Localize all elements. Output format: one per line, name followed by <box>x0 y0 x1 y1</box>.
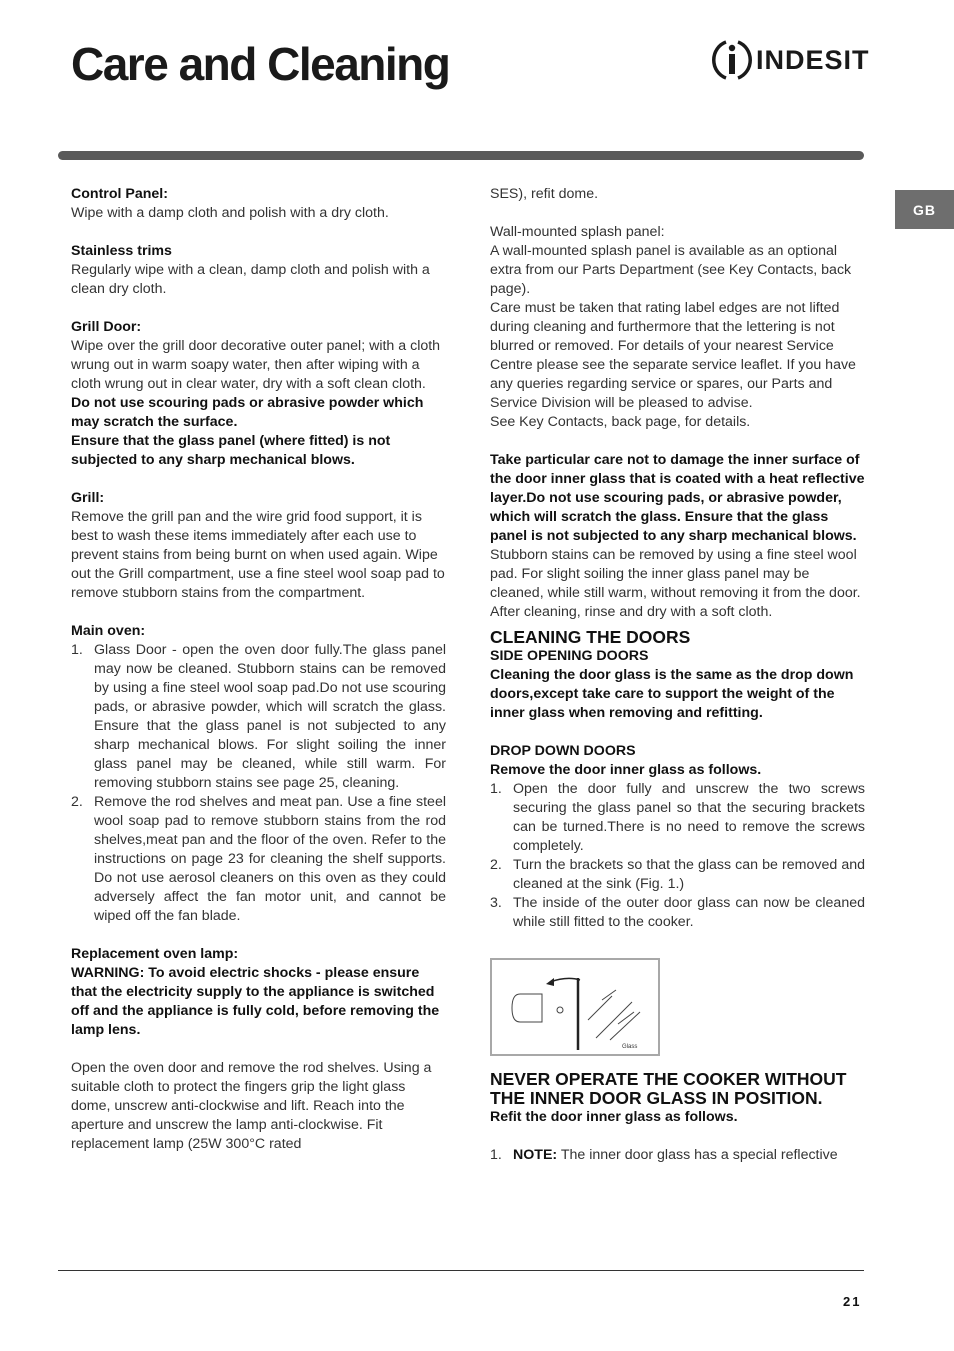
grill-heading: Grill: <box>71 490 105 506</box>
care-text: Care must be taken that rating label edges are not lifted during cleaning and furthermore that the lettering is not blurred or removed. For details of your nearest Service Centre please see the separate service leaflet. If you have any queries regarding service or spares, our Parts and Service Division will be pleased to advise. <box>490 300 856 411</box>
side-doors-text: Cleaning the door glass is the same as the drop down doors,except take care to support the weight of the inner glass when removing and refitting. <box>490 667 854 721</box>
main-oven-heading: Main oven: <box>71 623 146 639</box>
inner-glass-text: Stubborn stains can be removed by using a fine steel wool pad. For slight soiling the inner glass panel may be cleaned, while still warm, without removing it from the door. After cleaning, rinse and dry with a soft cloth. <box>490 547 861 620</box>
control-panel-heading: Control Panel: <box>71 186 168 202</box>
splash-heading: Wall-mounted splash panel: <box>490 224 665 240</box>
grill-door-warning-2: Ensure that the glass panel (where fitted) is not subjected to any sharp mechanical blows. <box>71 433 391 468</box>
stainless-text: Regularly wipe with a clean, damp cloth and polish with a clean dry cloth. <box>71 262 430 297</box>
grill-door-text: Wipe over the grill door decorative outer panel; with a cloth wrung out in warm soapy water, then after wiping with a cloth wrung out in clear water, dry with a soft clean cloth. <box>71 338 441 392</box>
list-item: 1. Glass Door - open the oven door fully.The glass panel may now be cleaned. Stubborn stains can be removed by using a fine steel wool soap pad.Do not use scouring pads, or abrasive powder, which will scratch the glass. Ensure that the glass panel is not subjected to any sharp mechanical blows. For slight soiling the inner glass panel may be cleaned, while still warm. For removing stubborn stains see page 25, cleaning. <box>71 642 446 791</box>
refit-subheading: Refit the door inner glass as follows. <box>490 1109 738 1125</box>
drop-doors-heading: DROP DOWN DOORS <box>490 743 636 759</box>
page-title: Care and Cleaning <box>71 38 450 90</box>
list-item: 2. Remove the rod shelves and meat pan. Use a fine steel wool soap pad to remove stubborn stains from the rod shelves,meat pan and the floor of the oven. Refer to the instructions on page 23 for cleaning the shelf supports. Do not use aerosol cleaners on this oven as they could adversely affect the fan motor unit, and cannot be wiped off the fan blade. <box>71 794 446 924</box>
lamp-heading: Replacement oven lamp: <box>71 946 239 962</box>
lamp-text: Open the oven door and remove the rod shelves. Using a suitable cloth to protect the fingers grip the light glass dome, unscrew anti-clockwise and lift. Reach into the aperture and unscrew the lamp anti-clockwise. Fit replacement lamp (25W 300°C rated <box>71 1060 432 1152</box>
drop-doors-subheading: Remove the door inner glass as follows. <box>490 762 762 778</box>
lamp-text-continued: SES), refit dome. <box>490 186 599 202</box>
side-doors-heading: SIDE OPENING DOORS <box>490 648 649 664</box>
list-item: 2. Turn the brackets so that the glass can be removed and cleaned at the sink (Fig. 1.) <box>490 857 865 892</box>
inner-glass-warning: Take particular care not to damage the inner surface of the door inner glass that is coated with a heat reflective layer.Do not use scouring pads, or abrasive powder, which will scratch the glass. Ensure that the glass panel is not subjected to any sharp mechanical blows. <box>490 452 865 544</box>
left-column <box>71 185 446 1154</box>
brand-logo <box>712 38 870 82</box>
brand-name: INDESIT <box>756 44 870 75</box>
header-divider <box>58 151 864 160</box>
door-glass-figure <box>490 958 660 1056</box>
page-number: 21 <box>843 1294 862 1309</box>
right-column <box>490 185 865 1165</box>
cleaning-doors-heading: CLEANING THE DOORS <box>490 627 691 647</box>
figure-label: Glass <box>622 1044 638 1050</box>
drop-doors-list <box>490 780 865 932</box>
control-panel-text: Wipe with a damp cloth and polish with a dry cloth. <box>71 205 389 221</box>
stainless-heading: Stainless trims <box>71 243 172 259</box>
list-item: 3. The inside of the outer door glass can now be cleaned while still fitted to the cooker. <box>490 895 865 930</box>
never-operate-heading: NEVER OPERATE THE COOKER WITHOUT THE INNER DOOR GLASS IN POSITION. <box>490 1069 847 1108</box>
grill-door-warning-1: Do not use scouring pads or abrasive powder which may scratch the surface. <box>71 395 424 430</box>
lamp-warning: WARNING: To avoid electric shocks - please ensure that the electricity supply to the appliance is switched off and the appliance is fully cold, before removing the lamp lens. <box>71 965 440 1038</box>
main-oven-list <box>71 641 446 926</box>
list-item: 1. NOTE: The inner door glass has a special reflective <box>490 1147 838 1163</box>
indesit-logo-icon <box>712 38 752 82</box>
see-contacts-text: See Key Contacts, back page, for details. <box>490 414 751 430</box>
grill-text: Remove the grill pan and the wire grid food support, it is best to wash these items immediately after each use to prevent stains from being burnt on when used again. Wipe out the Grill compartment, use a fine steel wool soap pad to remove stubborn stains from the compartment. <box>71 509 445 601</box>
footer-divider <box>58 1270 864 1271</box>
grill-door-heading: Grill Door: <box>71 319 142 335</box>
refit-list <box>490 1146 865 1165</box>
list-item: 1. Open the door fully and unscrew the two screws securing the glass panel so that the securing brackets can be turned.There is no need to remove the screws completely. <box>490 781 865 854</box>
language-tab: GB <box>895 190 954 229</box>
splash-text: A wall-mounted splash panel is available as an optional extra from our Parts Department (see Key Contacts, back page). <box>490 243 852 297</box>
